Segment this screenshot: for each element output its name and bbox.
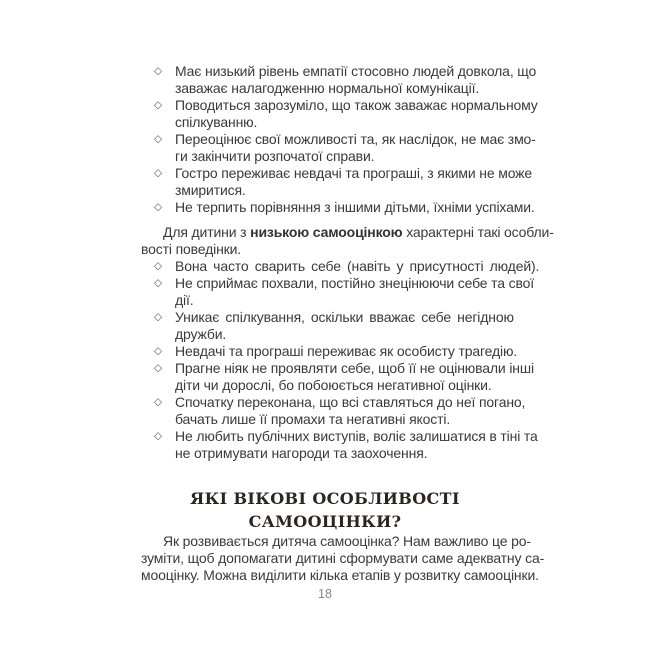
section-heading-line-2: САМООЦІНКИ?	[248, 512, 402, 531]
bullet-item-text: Не терпить порівняння з іншими дітьми, їхніми успіхами.	[175, 199, 535, 215]
diamond-bullet-icon: ◇	[154, 201, 162, 213]
intro-text-post: характерні такі особли-	[402, 224, 554, 240]
bullet-item-continuation-line	[141, 326, 509, 343]
bullet-item-text: Спочатку переконана, що всі ставляться до неї погано,	[175, 394, 526, 410]
intro-paragraph-line-1	[141, 224, 554, 241]
bullet-item-text: Прагне ніяк не проявляти себе, щоб її не оцінювали інші	[175, 360, 534, 376]
bullet-item-text: бачать лише її промахи та негативні якості.	[175, 411, 451, 427]
section-heading	[141, 487, 509, 533]
closing-paragraph-line-3: мооцінку. Можна виділити кілька етапів у розвитку самооцінки.	[141, 567, 539, 583]
diamond-bullet-icon: ◇	[154, 65, 162, 77]
bullet-item-text: Вона часто сварить себе (навіть у присутності людей).	[175, 258, 540, 274]
bullet-item-continuation-line	[141, 114, 509, 131]
bullet-item-text: змиритися.	[175, 182, 246, 198]
bullet-item-line	[141, 428, 538, 445]
diamond-bullet-icon: ◇	[154, 260, 162, 272]
intro-text-pre: Для дитини з	[163, 224, 251, 240]
intro-paragraph-line-2: вості поведінки.	[141, 241, 242, 257]
bullet-list-high-self-esteem	[141, 63, 538, 216]
bullet-item-text: Переоцінює свої можливості та, як наслідок, не має змо-	[175, 131, 536, 147]
bullet-item-continuation-line	[141, 377, 509, 394]
bullet-list-low-self-esteem	[141, 258, 540, 462]
bullet-item-text: Уникає спілкування, оскільки вважає себе негідною	[175, 309, 514, 325]
text-column	[141, 63, 554, 603]
bullet-item-continuation-line	[141, 148, 509, 165]
closing-paragraph-line-1: Як розвивається дитяча самооцінка? Нам важливо це ро-	[163, 533, 531, 549]
section-heading-line-1: ЯКІ ВІКОВІ ОСОБЛИВОСТІ	[190, 489, 460, 508]
diamond-bullet-icon: ◇	[154, 345, 162, 357]
bullet-item-text: спілкуванню.	[175, 114, 258, 130]
bullet-item-continuation-line	[141, 182, 509, 199]
bullet-item-text: діти чи дорослі, бо побоюється негативної оцінки.	[175, 377, 492, 393]
bullet-item-line	[141, 199, 535, 216]
bullet-item-text: Має низький рівень емпатії стосовно людей довкола, що	[175, 63, 537, 79]
bullet-item-continuation-line	[141, 80, 509, 97]
bullet-item-line	[141, 360, 534, 377]
diamond-bullet-icon: ◇	[154, 396, 162, 408]
bullet-item-continuation-line	[141, 445, 509, 462]
bullet-item-line	[141, 343, 518, 360]
bullet-item-text: Гостро переживає невдачі та програші, з якими не може	[175, 165, 533, 181]
bullet-item-text: Поводиться зарозуміло, що також заважає нормальному	[175, 97, 538, 113]
bullet-item-line	[141, 97, 538, 114]
bullet-item-line	[141, 63, 537, 80]
diamond-bullet-icon: ◇	[154, 430, 162, 442]
bullet-item-continuation-line	[141, 292, 509, 309]
diamond-bullet-icon: ◇	[154, 311, 162, 323]
bullet-item-line	[141, 165, 533, 182]
diamond-bullet-icon: ◇	[154, 133, 162, 145]
diamond-bullet-icon: ◇	[154, 362, 162, 374]
diamond-bullet-icon: ◇	[154, 167, 162, 179]
bullet-item-text: Не сприймає похвали, постійно знецінюючи себе та свої	[175, 275, 534, 291]
bullet-item-text: Невдачі та програші переживає як особисту трагедію.	[175, 343, 518, 359]
bullet-item-text: Не любить публічних виступів, воліє залишатися в тіні та	[175, 428, 538, 444]
bullet-item-text: дії.	[175, 292, 194, 308]
page-number: 18	[318, 587, 332, 601]
bullet-item-text: не отримувати нагороди та заохочення.	[175, 445, 428, 461]
bullet-item-line	[141, 309, 514, 326]
closing-paragraph	[141, 533, 545, 584]
closing-paragraph-line-2: зуміти, щоб допомагати дитині сформувати саме адекватну са-	[141, 550, 545, 566]
bullet-item-line	[141, 394, 526, 411]
diamond-bullet-icon: ◇	[154, 99, 162, 111]
intro-bold-low-self-esteem: низькою самооцінкою	[250, 224, 403, 240]
diamond-bullet-icon: ◇	[154, 277, 162, 289]
bullet-item-line	[141, 275, 534, 292]
bullet-item-continuation-line	[141, 411, 509, 428]
bullet-item-text: дружби.	[175, 326, 227, 342]
bullet-item-line	[141, 131, 536, 148]
bullet-item-text: ги закінчити розпочатої справи.	[175, 148, 375, 164]
bullet-item-line	[141, 258, 540, 275]
bullet-item-text: заважає налагодженню нормальної комунікації.	[175, 80, 480, 96]
